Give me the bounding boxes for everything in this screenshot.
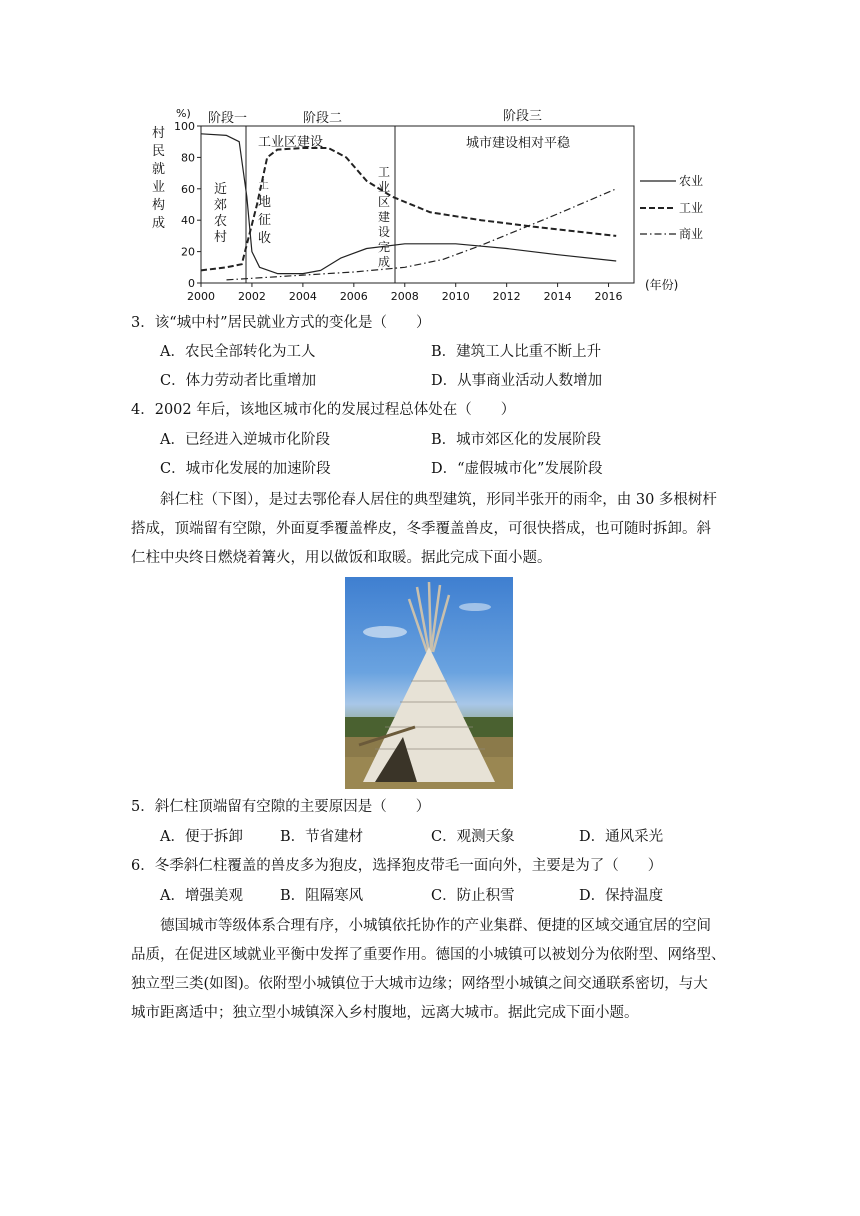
- x-tick-label: 2012: [492, 290, 521, 303]
- x-tick-label: 2016: [594, 290, 623, 303]
- question-4-option-a[interactable]: A．已经进入逆城市化阶段: [160, 432, 330, 448]
- x-tick-label: 2006: [339, 290, 368, 303]
- industrial-done-char: 区: [378, 195, 391, 209]
- x-tick-label: 2010: [441, 290, 470, 303]
- y-tick-label: 0: [188, 277, 195, 290]
- x-tick-label: 2004: [288, 290, 317, 303]
- land-char: 地: [258, 195, 272, 210]
- question-6-option-b[interactable]: B．阻隔寒风: [280, 888, 364, 904]
- y-ticks: [174, 120, 201, 290]
- question-3-option-b[interactable]: B．建筑工人比重不断上升: [431, 344, 602, 360]
- paragraph-line: 仁柱中央终日燃烧着篝火，用以做饭和取暖。据此完成下面小题。: [131, 550, 552, 566]
- y-tick-label: 100: [174, 120, 195, 133]
- x-tick-label: 2008: [390, 290, 419, 303]
- industrial-done-char: 业: [378, 180, 391, 194]
- industrial-done-char: 工: [378, 165, 391, 179]
- y-tick-label: 60: [181, 182, 195, 196]
- x-tick-label: 2000: [187, 290, 215, 303]
- question-3-option-a[interactable]: A．农民全部转化为工人: [160, 344, 316, 360]
- employment-chart: [0, 0, 860, 310]
- paragraph-xierenzhu: [131, 490, 731, 568]
- question-3-option-d[interactable]: D．从事商业活动人数增加: [431, 373, 603, 389]
- question-5-option-d[interactable]: D．通风采光: [579, 829, 664, 845]
- question-5-option-b[interactable]: B．节省建材: [280, 829, 364, 845]
- land-char: 征: [258, 213, 272, 228]
- legend-label: 工业: [679, 201, 704, 215]
- industrial-done-char: 成: [378, 255, 391, 269]
- land-char: 收: [258, 231, 272, 246]
- paragraph-line: 品质，在促进区域就业平衡中发挥了重要作用。德国的小城镇可以被划分为依附型、网络型、: [131, 947, 726, 963]
- suburb-char: 村: [214, 230, 228, 245]
- question-4-option-c[interactable]: C．城市化发展的加速阶段: [160, 461, 331, 477]
- legend-label: 农业: [679, 174, 704, 188]
- question-5-option-c[interactable]: C．观测天象: [431, 829, 515, 845]
- legend: [640, 174, 703, 241]
- stage-label: 阶段三: [503, 109, 543, 124]
- paragraph-line: 独立型三类(如图)。依附型小城镇位于大城市边缘；网络型小城镇之间交通联系密切，与大: [131, 976, 708, 992]
- y-title-char: 业: [152, 180, 166, 195]
- xierenzhu-photo: [345, 577, 513, 789]
- paragraph-germany-towns: [131, 916, 731, 1023]
- industrial-done-char: 设: [378, 225, 391, 239]
- suburb-char: 农: [214, 214, 228, 229]
- question-5-option-a[interactable]: A．便于拆卸: [160, 829, 243, 845]
- x-tick-label: 2002: [237, 290, 266, 303]
- question-6-stem: 6．冬季斜仁柱覆盖的兽皮多为狍皮，选择狍皮带毛一面向外，主要是为了（ ）: [131, 858, 663, 874]
- question-4-option-d[interactable]: D．“虚假城市化”发展阶段: [431, 461, 603, 477]
- industrial-done-char: 建: [378, 210, 391, 224]
- question-5-stem: 5．斜仁柱顶端留有空隙的主要原因是（ ）: [131, 799, 431, 815]
- question-6-option-d[interactable]: D．保持温度: [579, 888, 664, 904]
- series-line: [227, 189, 617, 280]
- region-label-industrial-done: [378, 165, 390, 269]
- legend-label: 商业: [679, 227, 704, 241]
- paragraph-line: 搭成，顶端留有空隙，外面夏季覆盖桦皮，冬季覆盖兽皮，可很快搭成，也可随时拆卸。斜: [131, 521, 711, 537]
- y-tick-label: 40: [181, 214, 195, 228]
- y-title-char: 就: [152, 162, 166, 177]
- y-tick-label: 80: [181, 151, 195, 165]
- y-unit-label: %): [176, 107, 191, 120]
- suburb-char: 郊: [214, 198, 228, 213]
- y-title-char: 构: [152, 198, 166, 213]
- y-title-char: 村: [152, 126, 166, 141]
- paragraph-line: 城市距离适中；独立型小城镇深入乡村腹地，远离大城市。据此完成下面小题。: [131, 1005, 639, 1021]
- y-axis-title: [152, 125, 165, 231]
- paragraph-line: 德国城市等级体系合理有序，小城镇依托协作的产业集群、便捷的区域交通宜居的空间: [160, 918, 711, 934]
- question-6-option-c[interactable]: C．防止积雪: [431, 888, 515, 904]
- x-axis-unit-label: (年份): [645, 278, 679, 292]
- stage-label: 阶段一: [208, 111, 248, 126]
- paragraph-line: 斜仁柱（下图），是过去鄂伦春人居住的典型建筑，形同半张开的雨伞，由 30 多根树杆: [160, 492, 717, 508]
- question-3-option-c[interactable]: C．体力劳动者比重增加: [160, 373, 317, 389]
- region-label-city-stable: 城市建设相对平稳: [466, 136, 571, 151]
- suburb-char: 近: [214, 182, 228, 197]
- question-3-stem: 3．该“城中村”居民就业方式的变化是（ ）: [131, 315, 431, 331]
- x-tick-label: 2014: [543, 290, 572, 303]
- teepee-illustration: [345, 577, 513, 789]
- y-title-char: 民: [152, 144, 166, 159]
- region-label-suburb: [214, 182, 227, 245]
- question-4-stem: 4．2002 年后，该地区城市化的发展过程总体处在（ ）: [131, 402, 516, 418]
- region-label-industrial-zone: 工业区建设: [258, 135, 324, 150]
- question-6-option-a[interactable]: A．增强美观: [160, 888, 243, 904]
- y-tick-label: 20: [181, 245, 195, 259]
- x-ticks: [187, 283, 623, 303]
- land-char: 土: [258, 178, 269, 191]
- stage-label: 阶段二: [303, 111, 343, 126]
- question-4-option-b[interactable]: B．城市郊区化的发展阶段: [431, 432, 602, 448]
- y-title-char: 成: [152, 216, 166, 231]
- industrial-done-char: 完: [378, 240, 391, 254]
